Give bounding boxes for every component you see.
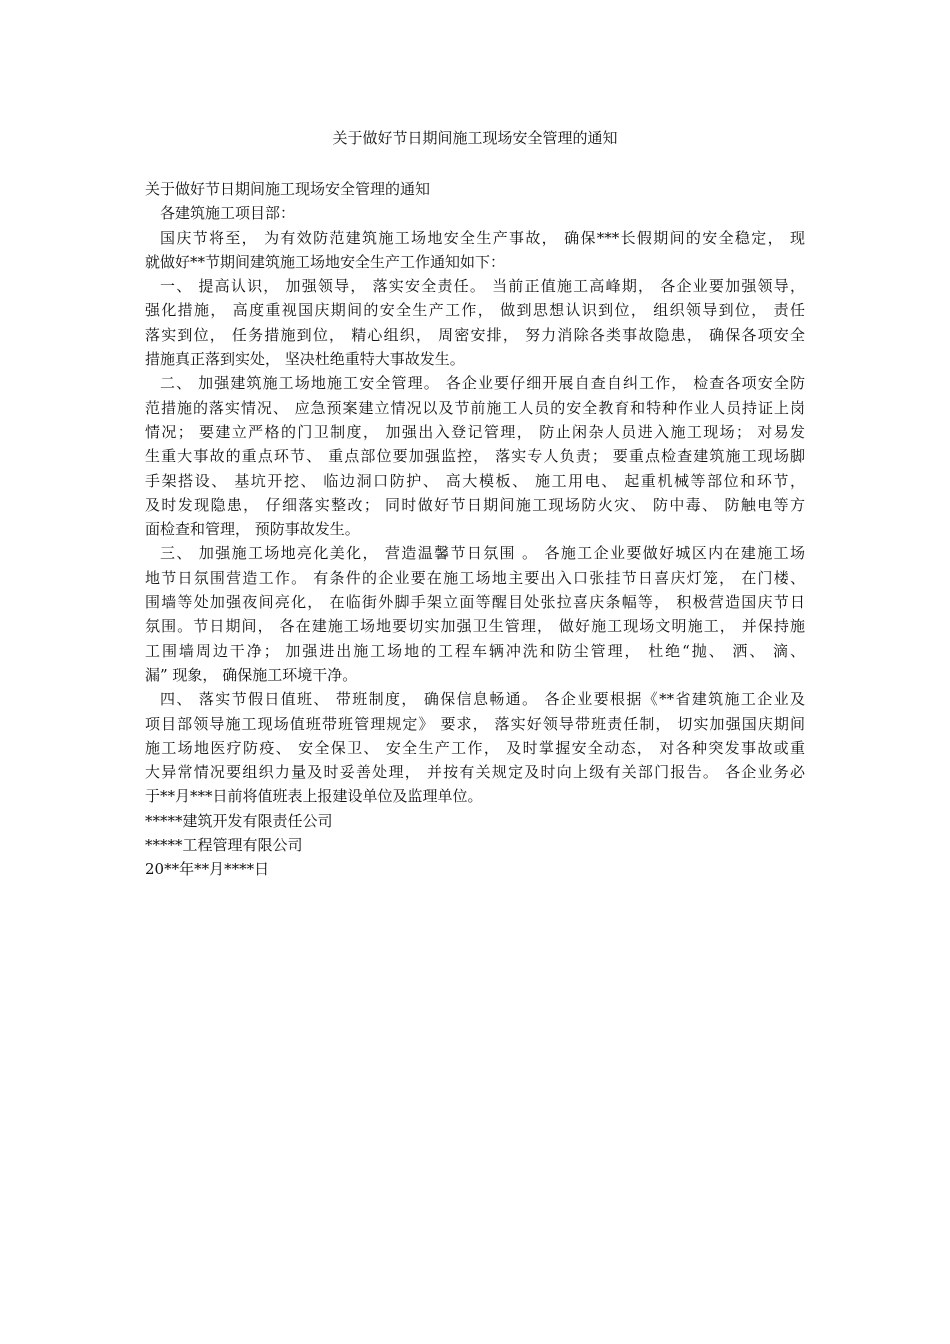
text-line: 二、 加强建筑施工场地施工安全管理。 各企业要仔细开展自查自纠工作， 检查各项安全防 (160, 374, 805, 393)
text-line: 落实到位， 任务措施到位， 精心组织， 周密安排， 努力消除各类事故隐患， 确保各项安全 (145, 325, 805, 344)
text-line: 各建筑施工项目部： (160, 204, 296, 223)
text-line: 强化措施， 高度重视国庆期间的安全生产工作， 做到思想认识到位， 组织领导到位， 责任 (145, 301, 805, 320)
text-line: 施工场地医疗防疫、 安全保卫、 安全生产工作， 及时掌握安全动态， 对各种突发事故或重 (145, 738, 805, 757)
text-line: *****建筑开发有限责任公司 (145, 811, 333, 830)
text-line: 围墙等处加强夜间亮化， 在临街外脚手架立面等醒目处张拉喜庆条幅等， 积极营造国庆节日 (145, 593, 805, 612)
text-line: 三、 加强施工场地亮化美化， 营造温馨节日氛围 。 各施工企业要做好城区内在建施工场 (160, 544, 805, 563)
text-line: 四、 落实节假日值班、 带班制度， 确保信息畅通。 各企业要根据《**省建筑施工企业及 (160, 690, 805, 709)
text-line: 及时发现隐患， 仔细落实整改； 同时做好节日期间施工现场防火灾、 防中毒、 防触电等方 (145, 495, 805, 514)
text-line: 一、 提高认识， 加强领导， 落实安全责任。 当前正值施工高峰期， 各企业要加强领导， (160, 277, 805, 296)
text-line: 就做好**节期间建筑施工场地安全生产工作通知如下： (145, 252, 506, 271)
text-line: 氛围。节日期间， 各在建施工场地要切实加强卫生管理， 做好施工现场文明施工， 并保持施 (145, 617, 805, 636)
text-line: 情况； 要建立严格的门卫制度， 加强出入登记管理， 防止闲杂人员进入施工现场； 对易发 (145, 422, 805, 441)
text-line: 大异常情况要组织力量及时妥善处理， 并按有关规定及时向上级有关部门报告。 各企业务必 (145, 763, 805, 782)
document-title: 关于做好节日期间施工现场安全管理的通知 (332, 129, 618, 147)
text-line: 20**年**月****日 (145, 860, 270, 879)
text-line: 于**月***日前将值班表上报建设单位及监理单位。 (145, 787, 483, 806)
text-line: 国庆节将至， 为有效防范建筑施工场地安全生产事故， 确保***长假期间的安全稳定， 现 (160, 228, 805, 247)
text-line: 面检查和管理， 预防事故发生。 (145, 520, 360, 539)
text-line: 漏” 现象， 确保施工环境干净。 (145, 665, 358, 684)
text-line: 生重大事故的重点环节、 重点部位要加强监控， 落实专人负责； 要重点检查建筑施工现场脚 (145, 447, 805, 466)
text-line: 项目部领导施工现场值班带班管理规定》 要求， 落实好领导带班责任制， 切实加强国庆期间 (145, 714, 805, 733)
document-body (145, 177, 805, 882)
text-line: 措施真正落到实处， 坚决杜绝重特大事故发生。 (145, 350, 465, 369)
text-line: 关于做好节日期间施工现场安全管理的通知 (145, 180, 431, 198)
text-line: *****工程管理有限公司 (145, 836, 303, 855)
text-line: 地节日氛围营造工作。 有条件的企业要在施工场地主要出入口张挂节日喜庆灯笼， 在门楼、 (145, 568, 805, 587)
text-line: 范措施的落实情况、 应急预案建立情况以及节前施工人员的安全教育和特种作业人员持证上岗 (145, 398, 805, 417)
text-line: 手架搭设、 基坑开挖、 临边洞口防护、 高大模板、 施工用电、 起重机械等部位和环节， (145, 471, 805, 490)
text-line: 工围墙周边干净； 加强进出施工场地的工程车辆冲洗和防尘管理， 杜绝“抛、 洒、 滴、 (145, 641, 805, 660)
